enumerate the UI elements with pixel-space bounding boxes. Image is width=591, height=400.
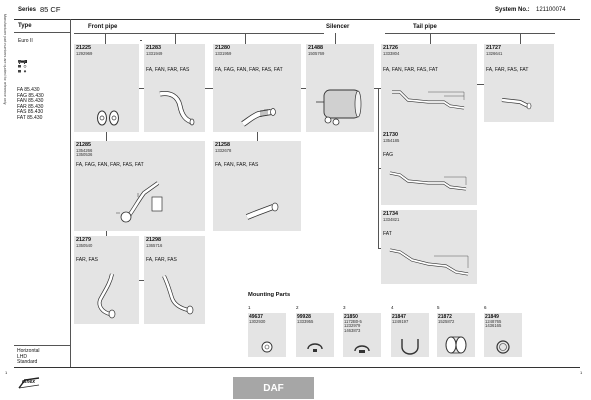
bracket-drop: [335, 33, 336, 44]
clamp-drawing: [343, 339, 381, 357]
mounting-box: [343, 313, 381, 357]
install-variant: Standard: [17, 359, 38, 366]
bellows-pipe-drawing: [235, 90, 285, 130]
part-refs: [438, 320, 454, 325]
type-column-rule: [70, 19, 71, 367]
ring-clamp-drawing: [484, 337, 522, 357]
part-refs: [383, 52, 399, 57]
part-ref: 1333804: [383, 50, 400, 56]
mounting-box: [248, 313, 286, 357]
mounting-box: [296, 313, 334, 357]
axle-config-icon: [18, 60, 30, 76]
part-ref: 1436165: [485, 323, 502, 329]
mounting-index: 4: [391, 305, 394, 310]
part-ref: 1525872: [438, 318, 455, 324]
part-number: 21280: [215, 45, 230, 51]
part-number: 21726: [383, 45, 398, 51]
part-card-21279[interactable]: [74, 236, 139, 324]
part-ref: 1331959: [215, 50, 232, 56]
part-ref: 1326641: [486, 50, 503, 56]
part-refs: [486, 52, 502, 57]
part-card-21283[interactable]: [144, 44, 205, 132]
part-ref: 1232979: [344, 323, 361, 329]
model-item: FA 85.430: [17, 87, 40, 93]
type-label: Type: [18, 23, 32, 29]
part-refs: [146, 52, 162, 57]
part-refs: [383, 218, 399, 223]
u-bolt-drawing: [391, 335, 429, 357]
part-ref: 1248765: [485, 318, 502, 324]
connector: [139, 88, 144, 89]
disclaimer-note: Manufacturer part numbers are quoted for reference only: [3, 14, 7, 105]
mounting-box: [484, 313, 522, 357]
part-ref: 1354185: [383, 137, 400, 143]
mounting-index: 3: [343, 305, 346, 310]
part-card-21488[interactable]: [306, 44, 374, 132]
pipe-drawing: [239, 187, 289, 227]
tail-pipe-drawing: [384, 242, 474, 282]
part-applications: FA, FAN, FAR, FAS, FAT: [383, 67, 438, 73]
connector: [301, 88, 306, 89]
part-ref: 1302930: [249, 318, 266, 324]
system-label: System No.:: [495, 7, 530, 13]
end-pipe-drawing: [498, 94, 538, 114]
part-refs: [485, 320, 501, 329]
mounting-index: 2: [296, 305, 299, 310]
part-refs: [297, 320, 313, 325]
front-pipe-bracket: [74, 33, 324, 34]
part-card-21225[interactable]: [74, 44, 139, 132]
pipe-drawing: [150, 268, 200, 322]
part-number: 21727: [486, 45, 501, 51]
mounting-box: [437, 313, 475, 357]
model-item: FAT 85.430: [17, 114, 43, 121]
mounting-box: [391, 313, 429, 357]
bracket-drop: [175, 33, 176, 44]
front-pipe-heading: Front pipe: [88, 24, 118, 30]
part-number: 21847: [392, 314, 406, 320]
part-applications: FA, FAR, FAS: [146, 257, 177, 263]
part-number: 21298: [146, 237, 161, 243]
part-number: 21225: [76, 45, 91, 51]
mounting-part-21847[interactable]: [391, 305, 429, 357]
nut-drawing: [248, 337, 286, 357]
part-card-21285[interactable]: [74, 141, 205, 231]
brand-name: dinex: [22, 379, 36, 385]
part-ref: 1365716: [146, 242, 163, 248]
pipe-drawing: [82, 268, 132, 322]
part-ref: 1354266: [76, 147, 93, 153]
bracket-drop: [245, 33, 246, 44]
tail-pipe-bracket: [385, 33, 555, 34]
part-ref: 1505769: [308, 50, 325, 56]
part-number: 21872: [438, 314, 452, 320]
part-number: 21488: [308, 45, 323, 51]
flange-gasket-drawing: [94, 106, 124, 130]
page-marker-right: 1: [580, 370, 583, 375]
connector: [257, 132, 258, 141]
brand-logo: [18, 376, 40, 390]
part-refs: [308, 52, 324, 57]
part-refs: [146, 244, 162, 249]
mounting-parts-heading: Mounting Parts: [248, 292, 291, 298]
model-list: [17, 88, 44, 122]
footer-rule: [14, 367, 580, 368]
pipe-drawing: [150, 84, 200, 130]
sleeve-clamp-drawing: [437, 333, 475, 357]
part-number: 21279: [76, 237, 91, 243]
part-ref: 1463873: [344, 327, 361, 333]
mounting-index: 1: [248, 305, 251, 310]
truck-icon: [18, 51, 27, 55]
bracket-drop: [520, 33, 521, 44]
part-ref: 1249197: [392, 318, 409, 324]
part-refs: [76, 244, 92, 249]
connector: [378, 248, 381, 249]
section-link: [140, 40, 142, 41]
part-card-21730[interactable]: [381, 131, 477, 205]
mounting-part-49637[interactable]: [248, 305, 286, 357]
part-ref: 1333955: [297, 318, 314, 324]
make-label: DAF: [263, 382, 284, 394]
part-applications: FAR, FAS: [76, 257, 98, 263]
part-applications: FAG: [383, 152, 394, 158]
install-info: [17, 349, 40, 366]
part-ref: 1172B0-5: [344, 318, 362, 324]
clamp-drawing: [296, 337, 334, 357]
part-ref: 1334821: [383, 216, 400, 222]
part-refs: [215, 149, 231, 154]
mounting-index: 5: [437, 305, 440, 310]
connector: [106, 132, 107, 141]
part-refs: [76, 149, 92, 159]
mounting-index: 6: [484, 305, 487, 310]
part-number: 21730: [383, 132, 398, 138]
install-orientation: Horizontal: [17, 348, 40, 354]
part-ref: 1350536: [76, 152, 93, 158]
part-number: 21283: [146, 45, 161, 51]
part-refs: [392, 320, 408, 325]
part-ref: 1332678: [215, 147, 232, 153]
connector: [378, 168, 381, 169]
part-number: 49637: [249, 314, 263, 320]
part-applications: FA, FAN, FAR, FAS: [146, 67, 190, 73]
bottom-rule: [14, 345, 70, 346]
part-refs: [249, 320, 265, 325]
connector: [477, 84, 484, 85]
part-refs: [76, 52, 92, 57]
part-applications: FA, FAG, FAN, FAR, FAS, FAT: [76, 162, 144, 168]
part-refs: [344, 320, 362, 334]
page-marker-left: 1: [5, 370, 8, 375]
tail-pipe-drawing: [384, 80, 474, 130]
part-card-21298[interactable]: [144, 236, 205, 324]
system-value: 121100074: [536, 7, 566, 13]
tail-pipe-drawing: [384, 167, 474, 203]
make-badge: [233, 377, 314, 399]
part-card-21734[interactable]: [381, 210, 477, 284]
part-applications: FAT: [383, 231, 392, 237]
tail-pipe-heading: Tail pipe: [413, 24, 437, 30]
part-applications: FA, FAN, FAR, FAS: [215, 162, 259, 168]
model-item: FAS 85.430: [17, 109, 44, 116]
part-refs: [215, 52, 231, 57]
part-number: 99928: [297, 314, 311, 320]
bellows-pipe-drawing: [108, 173, 198, 229]
mounting-part-99928[interactable]: [296, 305, 334, 357]
mounting-part-21850[interactable]: [343, 305, 381, 357]
model-item: FAR 85.430: [17, 103, 44, 110]
part-ref: 1292969: [76, 50, 93, 56]
part-number: 21734: [383, 211, 398, 217]
model-item: FAG 85.430: [17, 92, 44, 99]
header-rule: [14, 19, 580, 20]
silencer-heading: Silencer: [326, 24, 350, 30]
part-refs: [383, 139, 399, 144]
series-value: 85 CF: [40, 5, 61, 14]
type-rule: [14, 32, 70, 33]
part-ref: 1331949: [146, 50, 163, 56]
model-item: FAN 85.430: [17, 98, 44, 105]
part-number: 21258: [215, 142, 230, 148]
connector: [106, 231, 107, 236]
silencer-drawing: [312, 80, 370, 130]
part-ref: 1350540: [76, 242, 93, 248]
install-drive: LHD: [17, 353, 28, 360]
mounting-part-21849[interactable]: [484, 305, 522, 357]
part-number: 21285: [76, 142, 91, 148]
part-card-21726[interactable]: [381, 44, 477, 132]
connector: [139, 280, 144, 281]
bracket-drop: [105, 33, 106, 44]
part-number: 21849: [485, 314, 499, 320]
part-applications: FA, FAR, FAS, FAT: [486, 67, 529, 73]
part-card-21727[interactable]: [484, 44, 554, 122]
bracket-drop: [430, 33, 431, 44]
part-card-21258[interactable]: [213, 141, 301, 231]
series-label: Series: [18, 7, 37, 13]
part-card-21280[interactable]: [213, 44, 301, 132]
part-number: 21850: [344, 314, 358, 320]
header: [18, 4, 583, 18]
part-applications: FA, FAG, FAN, FAR, FAS, FAT: [215, 67, 283, 73]
connector: [205, 88, 213, 89]
euro-label: Euro II: [18, 38, 33, 44]
mounting-part-21872[interactable]: [437, 305, 475, 357]
